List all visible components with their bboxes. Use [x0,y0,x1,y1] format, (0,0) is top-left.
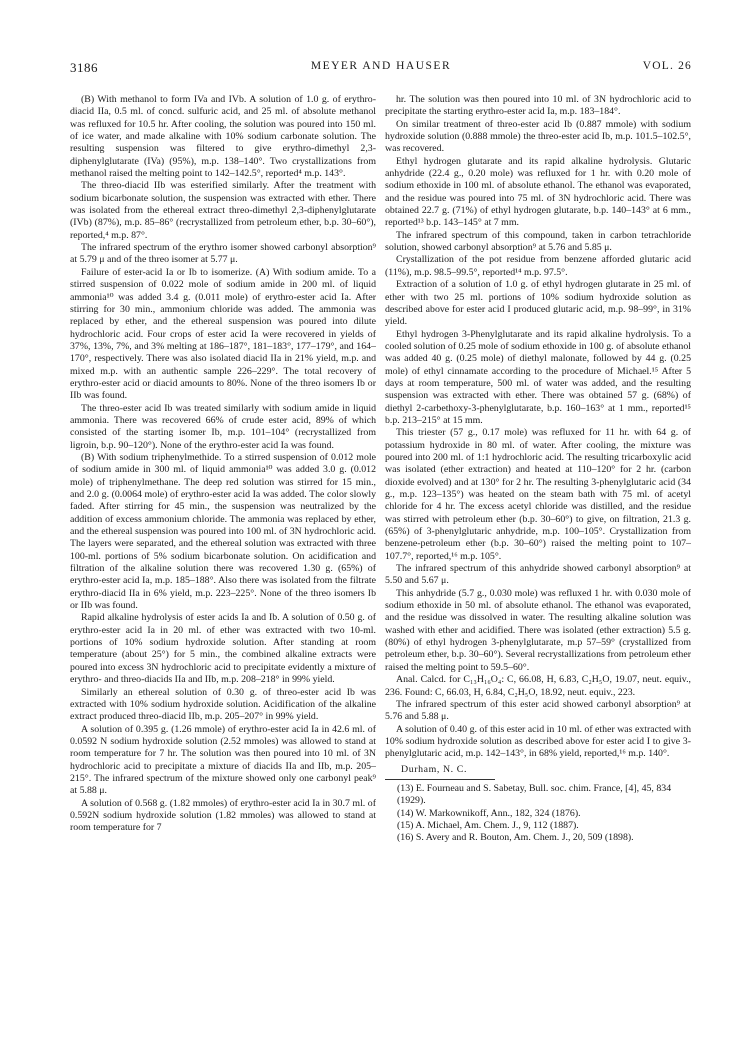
paragraph: On similar treatment of threo-ester acid Ib (0.887 mmole) with sodium hydroxide solution (0.888 mmole) the threo-ester acid Ib, m.p. 101.5–102.5°, was recovered. [385,118,691,155]
paragraph: The infrared spectrum of this anhydride showed carbonyl absorption⁹ at 5.50 and 5.67 μ. [385,563,691,587]
affiliation-signature: Durham, N. C. [401,763,468,775]
paragraph: A solution of 0.395 g. (1.26 mmole) of erythro-ester acid Ia in 42.6 ml. of 0.0592 N sodium hydroxide solution (2.52 mmoles) was allowed to stand at room temperature for 7 hr. The solution was then poured into 10 ml. of 3N hydrochloric acid to precipitate a mixture of diacids IIa and IIb, m.p. 205–215°. The infrared spectrum of the mixture showed only one carbonyl peak⁹ at 5.88 μ. [70,723,376,797]
reference-item: (14) W. Markownikoff, Ann., 182, 324 (1876). [397,807,581,819]
paragraph: Rapid alkaline hydrolysis of ester acids Ia and Ib. A solution of 0.50 g. of erythro-ester acid Ia in 20 ml. of ether was extracted with two 10-ml. portions of 10% sodium hydroxide solution. After standing at room temperature (about 25°) for 5 min., the combined alkaline extracts were poured into excess 3N hydrochloric acid to precipitate evidently a mixture of erythro- and threo-diacids IIa and IIb, m.p. 208–218° in 99% yield. [70,612,376,686]
paragraph: The infrared spectrum of the erythro isomer showed carbonyl absorption⁹ at 5.79 μ and of the threo isomer at 5.77 μ. [70,242,376,266]
footnote-rule [385,779,495,780]
right-column [385,94,691,1034]
paragraph: Ethyl hydrogen 3-Phenylglutarate and its rapid alkaline hydrolysis. To a cooled solution of 0.25 mole of sodium ethoxide in 100 g. of absolute ethanol was added 40 g. (0.25 mole) of diethyl malonate, followed by 44 g. (0.25 mole) of ethyl cinnamate according to the procedure of Michael.¹⁵ After 5 days at room temperature, 500 ml. of water was added, and the resulting suspension was extracted with ether. There was obtained 57 g. (68%) of diethyl 2-carbethoxy-3-phenylglutarate, b.p. 160–163° at 1 mm., reported¹⁵ b.p. 213–215° at 15 mm. [385,328,691,426]
paragraph: Extraction of a solution of 1.0 g. of ethyl hydrogen glutarate in 25 ml. of ether with two 25 ml. portions of 10% sodium hydroxide solution as described above for ester acid I produced glutaric acid, m.p. 98–99°, in 31% yield. [385,279,691,328]
paragraph: The threo-diacid IIb was esterified similarly. After the treatment with sodium bicarbonate solution, the suspension was extracted with ether. There was isolated from the ethereal extract threo-dimethyl 2,3-diphenylglutarate (IVb) (87%), m.p. 85–86° (recrystallized from petroleum ether, b.p. 30–60°), reported,⁴ m.p. 87°. [70,180,376,241]
paragraph: A solution of 0.40 g. of this ester acid in 10 ml. of ether was extracted with 10% sodium hydroxide solution as described above for ester acid I to give 3-phenylglutaric acid, m.p. 142–143°, in 68% yield, reported,¹⁶ m.p. 140°. [385,723,691,760]
reference-item: (16) S. Avery and R. Bouton, Am. Chem. J., 20, 509 (1898). [397,832,634,844]
paragraph: This anhydride (5.7 g., 0.030 mole) was refluxed 1 hr. with 0.030 mole of sodium ethoxide in 50 ml. of absolute ethanol. The ethanol was evaporated, and the residue was dissolved in water. The resulting alkaline solution was washed with ether and acidified. There was isolated (ether extraction) 5.5 g. (80%) of ethyl hydrogen 3-phenylglutarate, m.p 57–59° (crystallized from petroleum ether, b.p. 30–60°). Several recrystallizations from petroleum ether raised the melting point to 59.5–60°. [385,587,691,673]
paragraph: Anal. Calcd. for C₁₃H₁₆O₄: C, 66.08, H, 6.83, C₂H₅O, 19.07, neut. equiv., 236. Found: C, 66.03, H, 6.84, C₂H₅O, 18.92, neut. equiv., 223. [385,674,691,698]
paragraph: Crystallization of the pot residue from benzene afforded glutaric acid (11%), m.p. 98.5–99.5°, reported¹⁴ m.p. 97.5°. [385,254,691,278]
paragraph: Ethyl hydrogen glutarate and its rapid alkaline hydrolysis. Glutaric anhydride (22.4 g., 0.20 mole) was refluxed for 1 hr. with 0.20 mole of sodium ethoxide in 100 ml. of absolute ethanol. The ethanol was evaporated, and the residue was poured into 75 ml. of 3N hydrochloric acid. There was obtained 22.7 g. (71%) of ethyl hydrogen glutarate, b.p. 140–143° at 6 mm., reported¹³ b.p. 143–145° at 7 mm. [385,155,691,229]
paragraph: A solution of 0.568 g. (1.82 mmoles) of erythro-ester acid Ia in 30.7 ml. of 0.592N sodium hydroxide solution (1.82 mmoles) was allowed to stand at room temperature for 7 [70,797,376,834]
paragraph: The threo-ester acid Ib was treated similarly with sodium amide in liquid ammonia. There was recovered 66% of crude ester acid, 89% of which consisted of the starting isomer Ib, m.p. 101–104° (recrystallized from ligroin, b.p. 90–120°). None of the erythro-ester acid Ia was found. [70,402,376,451]
paragraph: The infrared spectrum of this ester acid showed carbonyl absorption⁹ at 5.76 and 5.88 μ. [385,698,691,723]
volume-label: VOL. 26 [642,60,692,72]
running-title: MEYER AND HAUSER [310,60,452,72]
reference-item: (15) A. Michael, Am. Chem. J., 9, 112 (1887). [397,819,579,831]
left-column [70,94,376,1034]
paragraph: hr. The solution was then poured into 10 ml. of 3N hydrochloric acid to precipitate the starting erythro-ester acid Ia, m.p. 183–184°. [385,94,691,118]
paragraph: Similarly an ethereal solution of 0.30 g. of threo-ester acid Ib was extracted with 10% sodium hydroxide solution. Acidification of the alkaline extract produced threo-diacid IIb, m.p. 205–207° in 99% yield. [70,686,376,723]
page-header [70,60,692,78]
paragraph: (B) With methanol to form IVa and IVb. A solution of 1.0 g. of erythro-diacid IIa, 0.5 ml. of concd. sulfuric acid, and 25 ml. of absolute methanol was refluxed for 10.5 hr. After cooling, the solution was poured into 150 ml. of ice water, and made alkaline with 10% sodium carbonate solution. The resulting suspension was filtered to give erythro-dimethyl 2,3-diphenylglutarate (IVa) (95%), m.p. 138–140°. Two crystallizations from methanol raised the melting point to 142–142.5°, reported⁴ m.p. 143°. [70,94,376,180]
reference-item: (13) E. Fourneau and S. Sabetay, Bull. soc. chim. France, [4], 45, 834 (1929). [397,782,672,807]
paragraph: The infrared spectrum of this compound, taken in carbon tetrachloride solution, showed carbonyl absorption⁹ at 5.76 and 5.85 μ. [385,229,691,254]
paragraph: This triester (57 g., 0.17 mole) was refluxed for 11 hr. with 64 g. of potassium hydroxide in 80 ml. of water. After cooling, the mixture was poured into 200 ml. of 1:1 hydrochloric acid. The resulting tricarboxylic acid was isolated (ether extraction) and heated at 110–120° for 2 hr. (carbon dioxide evolved) and at 130° for 2 hr. The resulting 3-phenylglutaric acid (34 g., m.p. 123–135°) was heated on the steam bath with 75 ml. of acetyl chloride for 4 hr. The excess acetyl chloride was distilled, and the residue was stirred with petroleum ether (b.p. 30–60°) to give, on filtration, 21.3 g. (65%) of 3-phenylglutaric anhydride, m.p. 100–105°. Crystallization from benzene-petroleum ether (b.p. 30–60°) raised the melting point to 107–107.7°, reported,¹⁶ m.p. 105°. [385,427,691,562]
paragraph: Failure of ester-acid Ia or Ib to isomerize. (A) With sodium amide. To a stirred suspension of 0.022 mole of sodium amide in 200 ml. of liquid ammonia¹⁰ was added 3.4 g. (0.011 mole) of erythro-ester acid Ia. After stirring for 30 min., ammonium chloride was added. The ammonia was replaced by ether, and the ethereal suspension was poured into dilute hydrochloric acid. Four crops of ester acid Ia were recovered in yields of 37%, 13%, 7%, and 3% melting at 186–187°, 181–183°, 177–179°, and 164–170°, respectively. There was also isolated diacid IIa in 21% yield, m.p. and mixed m.p. with an authentic sample 226–229°. The total recovery of erythro-ester acid or diacid amounts to 80%. None of the threo isomers Ib or IIb was found. [70,266,376,402]
paragraph: (B) With sodium triphenylmethide. To a stirred suspension of 0.012 mole of sodium amide in 300 ml. of liquid ammonia¹⁰ was added 3.0 g. (0.012 mole) of triphenylmethane. The deep red solution was stirred for 15 min., and 2.0 g. (0.0064 mole) of erythro-ester acid Ia was added. The color slowly faded. After stirring for 45 min., the suspension was neutralized by the addition of excess ammonium chloride. The ammonia was replaced by ether, and the ethereal suspension was poured into 100 ml. of 3N hydrochloric acid. The layers were separated, and the ethereal solution was extracted with three 100-ml. portions of 5% sodium bicarbonate solution. On acidification and filtration of the alkaline solution there was recovered 1.30 g. (65%) of erythro-ester acid Ia, m.p. 185–188°. Also there was isolated from the filtrate erythro-diacid IIa in 6% yield, m.p. 223–225°. None of the threo isomers Ib or IIb was found. [70,451,376,612]
page-number: 3186 [70,60,98,75]
